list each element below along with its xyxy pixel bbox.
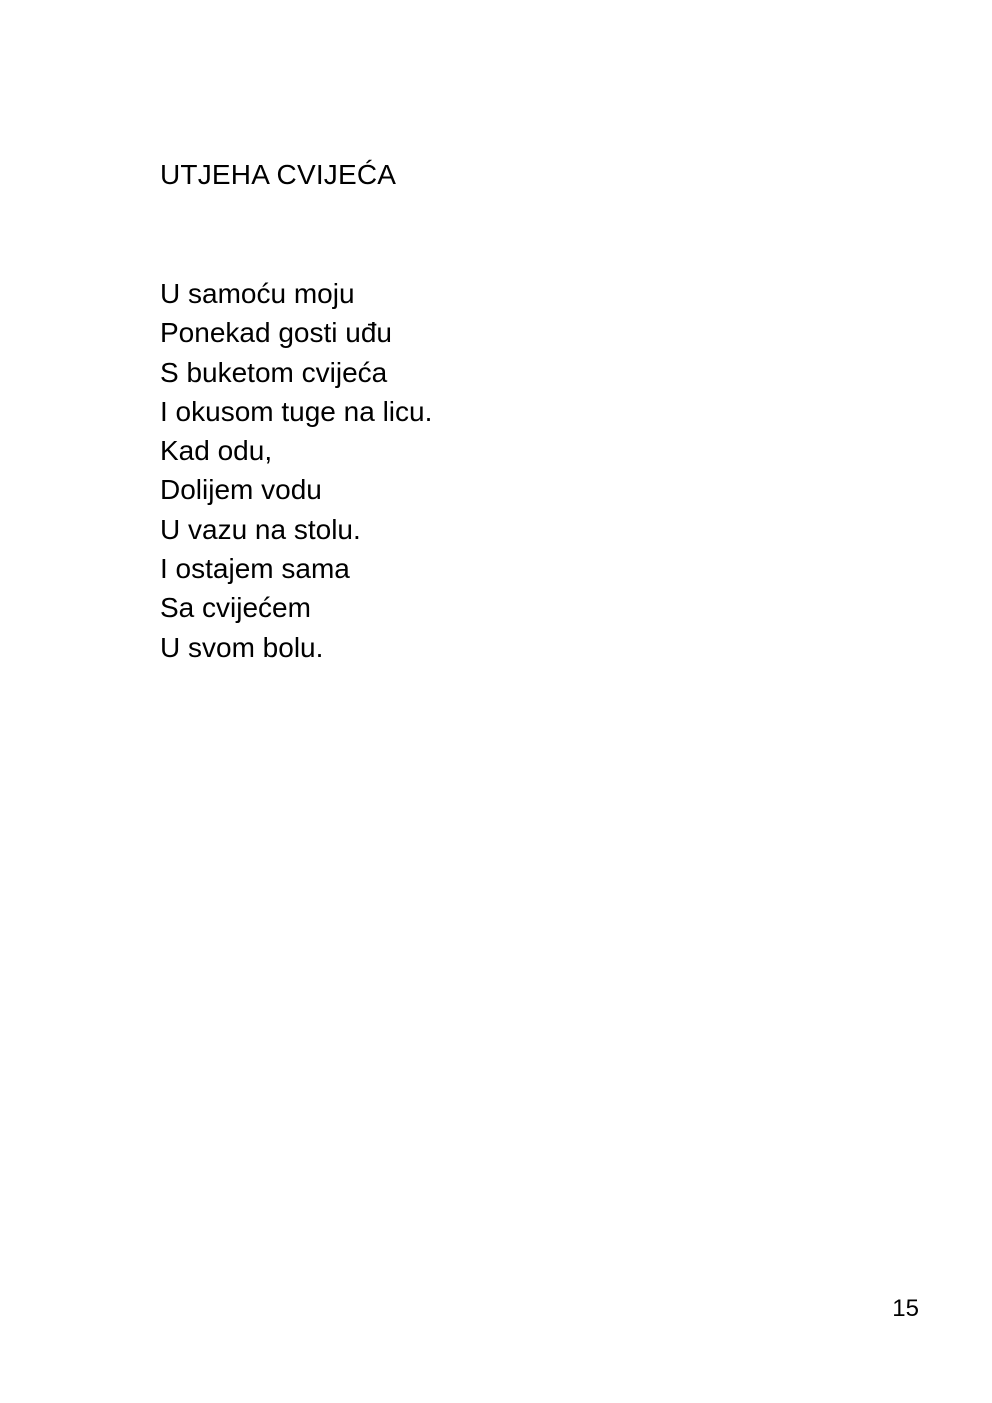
poem-line: I okusom tuge na licu. [160,395,433,427]
poem-title: UTJEHA CVIJEĆA [160,159,397,190]
poem-line: S buketom cvijeća [160,356,388,388]
poem-line: U samoću moju [160,278,355,309]
poem-line: I ostajem sama [160,553,350,585]
poem-line: Kad odu, [160,435,273,467]
page-number: 15 [892,1295,919,1322]
poem-line: Dolijem vodu [160,474,322,506]
poem-line: U vazu na stolu. [160,513,361,545]
poem-line: Sa cvijećem [160,592,311,624]
poem-body [160,274,432,667]
poem-line: Ponekad gosti uđu [160,317,392,349]
poem-line: U svom bolu. [160,631,324,663]
